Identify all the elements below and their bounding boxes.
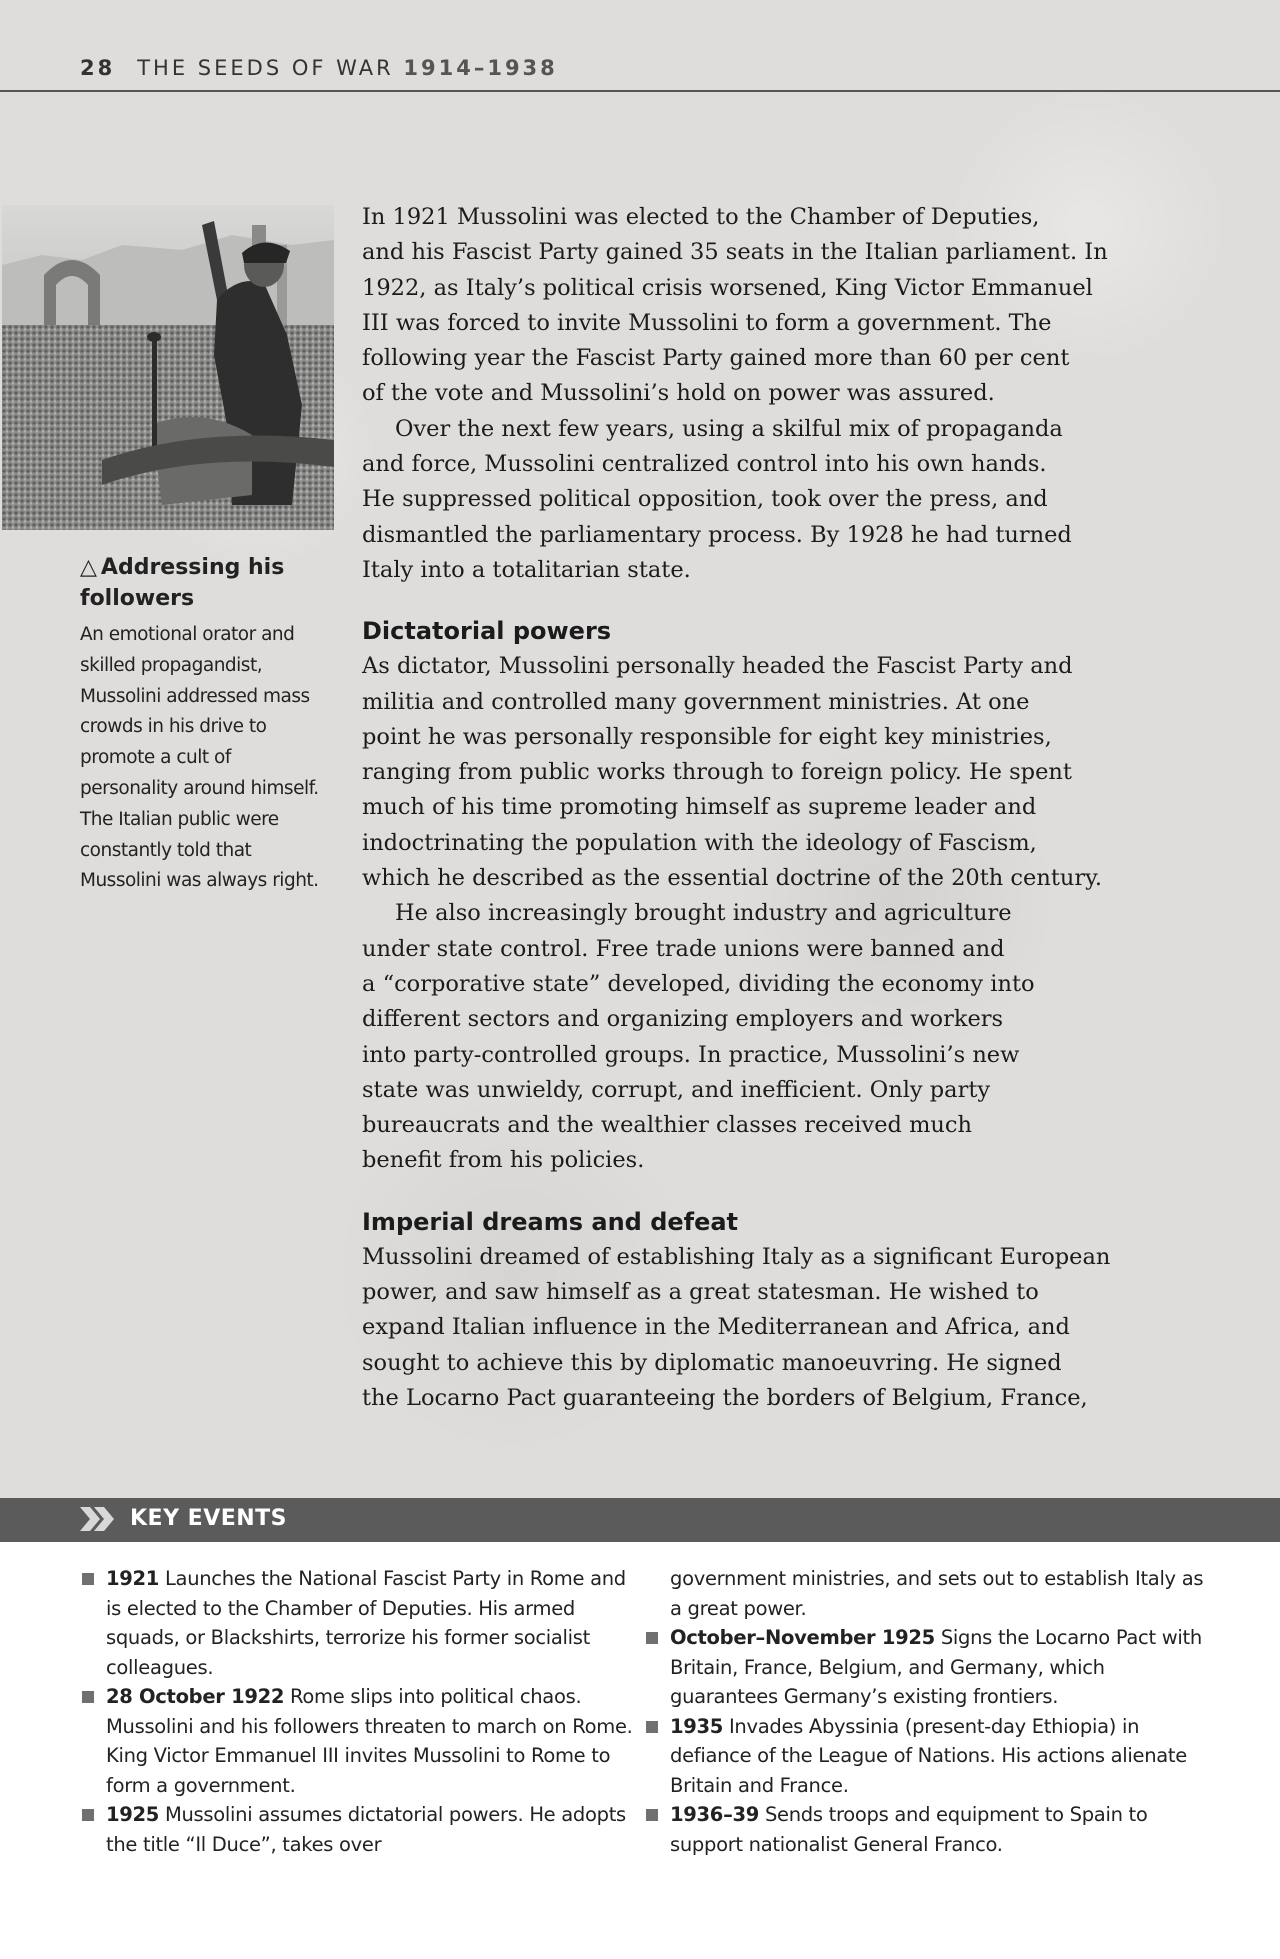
key-event-item — [644, 1623, 1214, 1712]
running-head — [80, 56, 558, 80]
article-body — [362, 200, 1192, 1416]
event-date: 1925 — [106, 1803, 160, 1826]
section-years: 1914–1938 — [403, 56, 558, 80]
paragraph-2: Over the next few years, using a skilful mix of propaganda and force, Mussolini centralized control into his own hands. He suppressed political opposition, took over the press, and dismantled the parliamentary process. By 1928 he had turned Italy into a totalitarian state. — [362, 415, 1072, 583]
event-date: 1935 — [670, 1714, 724, 1738]
event-text: Sends troops and equipment to Spain to support nationalist General Franco. — [670, 1803, 1148, 1856]
triangle-icon: △ — [80, 555, 97, 580]
bullet-square-icon — [646, 1809, 658, 1821]
key-event-item — [644, 1800, 1214, 1859]
paragraph-5: Mussolini dreamed of establishing Italy as a significant European power, and saw himself as a great statesman. He wished to expand Italian influence in the Mediterranean and Africa, and sought to achieve this by diplomatic manoeuvring. He signed the Locarno Pact guaranteeing the borders of Belgium, France, — [362, 1243, 1111, 1411]
event-text: Signs the Locarno Pact with Britain, France, Belgium, and Germany, which guarantees Germany’s existing frontiers. — [670, 1626, 1202, 1708]
page-header — [0, 0, 1280, 92]
event-text: Launches the National Fascist Party in Rome and is elected to the Chamber of Deputies. His armed squads, or Blackshirts, terrorize his former socialist colleagues. — [106, 1567, 626, 1679]
key-events-title: KEY EVENTS — [130, 1506, 288, 1531]
key-events-panel — [0, 1542, 1280, 1959]
event-date: 1936–39 — [670, 1803, 760, 1826]
key-event-item — [80, 1800, 640, 1859]
heading-dictatorial-powers: Dictatorial powers — [362, 617, 612, 646]
caption-title-text: Addressing his followers — [80, 555, 285, 611]
bullet-square-icon — [82, 1691, 94, 1703]
photo-illustration — [2, 205, 334, 530]
event-date: October–November 1925 — [670, 1626, 935, 1649]
paragraph-3: As dictator, Mussolini personally headed the Fascist Party and militia and controlled many government ministries. At one point he was personally responsible for eight key ministries, ranging from public works through to foreign policy. He spent much of his time promoting himself as supreme leader and indoctrinating the population with the ideology of Fascism, which he described as the essential doctrine of the 20th century. — [362, 653, 1102, 892]
key-events-column-right — [644, 1564, 1214, 1859]
bullet-square-icon — [646, 1632, 658, 1644]
paragraph-4: He also increasingly brought industry and agriculture under state control. Free trade unions were banned and a “corporative state” developed, dividing the economy into different sectors and organizing employers and workers into party-controlled groups. In practice, Mussolini’s new state was unwieldy, corrupt, and inefficient. Only party bureaucrats and the wealthier classes received much benefit from his policies. — [362, 900, 1035, 1174]
key-events-column-left — [80, 1564, 640, 1859]
bullet-square-icon — [82, 1573, 94, 1585]
event-date: 28 October 1922 — [106, 1685, 285, 1708]
mussolini-photo — [2, 205, 334, 530]
key-event-item — [80, 1682, 640, 1800]
bullet-square-icon — [82, 1809, 94, 1821]
key-event-item — [80, 1564, 640, 1682]
key-event-item — [644, 1712, 1214, 1801]
double-chevron-icon — [78, 1504, 118, 1534]
key-event-continuation: government ministries, and sets out to establish Italy as a great power. — [670, 1567, 1204, 1620]
photo-caption — [80, 552, 320, 897]
bullet-square-icon — [646, 1721, 658, 1733]
event-text: Mussolini assumes dictatorial powers. He adopts the title “Il Duce”, takes over — [106, 1803, 626, 1856]
key-events-bar — [0, 1498, 1280, 1542]
event-text: Rome slips into political chaos. Mussolini and his followers threaten to march on Rome. King Victor Emmanuel III invites Mussolini to Rome to form a government. — [106, 1685, 633, 1797]
event-date: 1921 — [106, 1567, 160, 1590]
paragraph-1: In 1921 Mussolini was elected to the Chamber of Deputies, and his Fascist Party gained 35 seats in the Italian parliament. In 1922, as Italy’s political crisis worsened, King Victor Emmanuel III was forced to invite Mussolini to form a government. The following year the Fascist Party gained more than 60 per cent of the vote and Mussolini’s hold on power was assured. — [362, 204, 1108, 407]
caption-title — [80, 552, 320, 614]
book-section-title: THE SEEDS OF WAR — [137, 56, 394, 80]
event-text: Invades Abyssinia (present-day Ethiopia) in defiance of the League of Nations. His actions alienate Britain and France. — [670, 1714, 1187, 1797]
heading-imperial-dreams: Imperial dreams and defeat — [362, 1207, 739, 1236]
caption-body: An emotional orator and skilled propagandist, Mussolini addressed mass crowds in his drive to promote a cult of personality around himself. The Italian public were constantly told that Mussolini was always right. — [80, 624, 319, 892]
page-number: 28 — [80, 56, 116, 80]
